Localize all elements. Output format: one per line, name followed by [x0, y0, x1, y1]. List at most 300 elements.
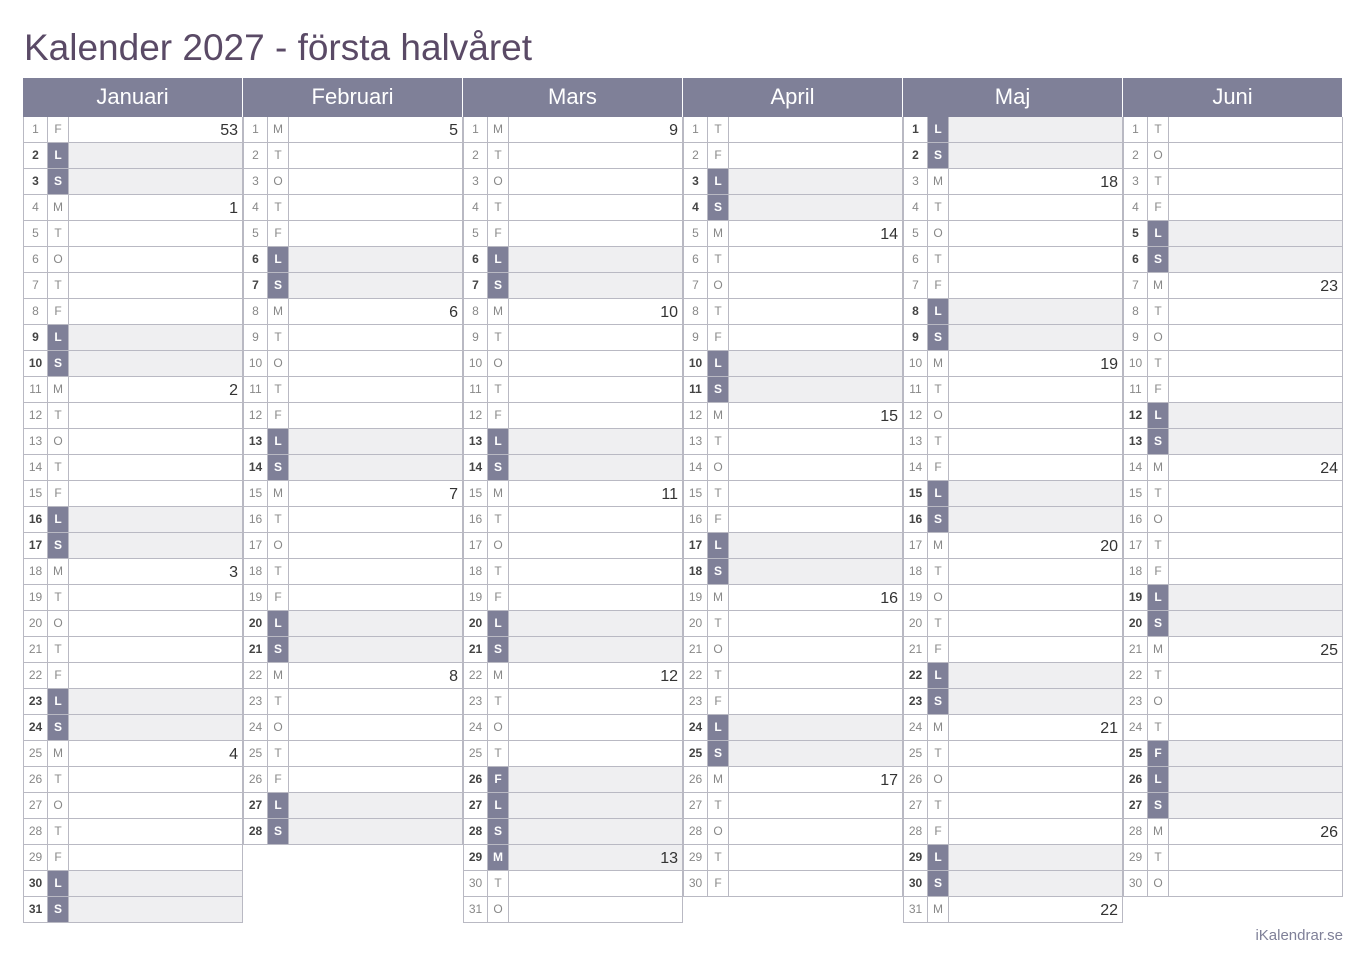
note-cell	[729, 871, 902, 896]
weekday-letter: T	[1148, 481, 1169, 506]
day-number: 17	[24, 533, 48, 558]
note-cell	[289, 819, 462, 844]
weekday-letter: O	[1148, 507, 1169, 532]
note-cell	[69, 221, 242, 246]
day-row	[243, 689, 463, 715]
day-number: 14	[244, 455, 268, 480]
weekday-letter: S	[1148, 793, 1169, 818]
weekday-letter: M	[488, 845, 509, 870]
day-number: 30	[24, 871, 48, 896]
weekday-letter: L	[1148, 403, 1169, 428]
day-number: 8	[24, 299, 48, 324]
note-cell	[289, 715, 462, 740]
day-row	[1123, 429, 1343, 455]
weekday-letter: S	[268, 273, 289, 298]
page-title: Kalender 2027 - första halvåret	[24, 27, 533, 68]
weekday-letter: T	[708, 117, 729, 142]
day-number: 28	[464, 819, 488, 844]
day-row	[903, 845, 1123, 871]
weekday-letter: S	[48, 169, 69, 194]
note-cell	[949, 455, 1122, 480]
weekday-letter: T	[48, 455, 69, 480]
day-number: 9	[244, 325, 268, 350]
note-cell	[949, 429, 1122, 454]
weekday-letter: L	[48, 143, 69, 168]
calendar-grid	[23, 78, 1343, 923]
note-cell	[949, 741, 1122, 766]
weekday-letter: M	[488, 481, 509, 506]
day-row	[903, 897, 1123, 923]
day-number: 15	[24, 481, 48, 506]
day-row	[23, 455, 243, 481]
day-number: 13	[464, 429, 488, 454]
note-cell	[69, 195, 242, 220]
weekday-letter: M	[1148, 819, 1169, 844]
day-row	[1123, 325, 1343, 351]
day-row	[903, 195, 1123, 221]
day-number: 31	[904, 897, 928, 922]
weekday-letter: L	[1148, 221, 1169, 246]
day-number: 2	[904, 143, 928, 168]
note-cell	[289, 143, 462, 168]
weekday-letter: T	[48, 767, 69, 792]
weekday-letter: L	[48, 325, 69, 350]
weekday-letter: T	[488, 195, 509, 220]
weekday-letter: F	[48, 117, 69, 142]
day-number: 17	[1124, 533, 1148, 558]
day-number: 27	[244, 793, 268, 818]
day-row	[903, 221, 1123, 247]
weekday-letter: F	[1148, 195, 1169, 220]
day-number: 4	[464, 195, 488, 220]
note-cell	[289, 767, 462, 792]
day-row	[903, 793, 1123, 819]
weekday-letter: M	[708, 403, 729, 428]
day-number: 26	[24, 767, 48, 792]
note-cell	[1169, 507, 1342, 532]
weekday-letter: S	[48, 351, 69, 376]
day-row	[903, 143, 1123, 169]
weekday-letter: T	[928, 611, 949, 636]
day-row	[903, 689, 1123, 715]
day-number: 30	[904, 871, 928, 896]
note-cell	[509, 195, 682, 220]
note-cell	[949, 637, 1122, 662]
day-row	[463, 611, 683, 637]
note-cell	[1169, 247, 1342, 272]
day-row	[23, 559, 243, 585]
note-cell	[289, 403, 462, 428]
day-number: 31	[24, 897, 48, 922]
weekday-letter: T	[48, 819, 69, 844]
weekday-letter: S	[1148, 429, 1169, 454]
day-row	[903, 507, 1123, 533]
day-row	[23, 403, 243, 429]
note-cell	[1169, 585, 1342, 610]
day-number: 1	[684, 117, 708, 142]
day-number: 8	[904, 299, 928, 324]
day-row	[683, 273, 903, 299]
weekday-letter: T	[268, 689, 289, 714]
day-row	[23, 663, 243, 689]
day-number: 8	[684, 299, 708, 324]
weekday-letter: O	[928, 221, 949, 246]
weekday-letter: S	[708, 377, 729, 402]
note-cell	[289, 507, 462, 532]
day-number: 21	[904, 637, 928, 662]
day-row	[683, 715, 903, 741]
day-row	[463, 143, 683, 169]
day-row	[23, 221, 243, 247]
note-cell	[69, 585, 242, 610]
note-cell	[949, 299, 1122, 324]
day-row	[903, 299, 1123, 325]
weekday-letter: M	[1148, 637, 1169, 662]
note-cell	[509, 845, 682, 870]
day-row	[23, 611, 243, 637]
day-number: 3	[904, 169, 928, 194]
weekday-letter: T	[268, 143, 289, 168]
note-cell	[949, 273, 1122, 298]
note-cell	[949, 663, 1122, 688]
day-number: 18	[464, 559, 488, 584]
note-cell	[949, 117, 1122, 142]
note-cell	[949, 585, 1122, 610]
note-cell	[949, 351, 1122, 376]
note-cell	[729, 637, 902, 662]
day-number: 10	[24, 351, 48, 376]
note-cell	[509, 793, 682, 818]
day-number: 21	[464, 637, 488, 662]
note-cell	[509, 559, 682, 584]
day-row	[903, 559, 1123, 585]
note-cell	[289, 195, 462, 220]
note-cell	[69, 325, 242, 350]
note-cell	[509, 533, 682, 558]
day-number: 30	[684, 871, 708, 896]
day-number: 25	[1124, 741, 1148, 766]
weekday-letter: T	[1148, 299, 1169, 324]
day-row	[243, 169, 463, 195]
day-number: 29	[464, 845, 488, 870]
day-row	[683, 221, 903, 247]
week-number: 18	[1100, 174, 1118, 191]
note-cell	[949, 533, 1122, 558]
weekday-letter: T	[48, 637, 69, 662]
note-cell	[509, 819, 682, 844]
note-cell	[729, 143, 902, 168]
weekday-letter: F	[488, 403, 509, 428]
day-number: 12	[24, 403, 48, 428]
day-number: 12	[464, 403, 488, 428]
note-cell	[69, 611, 242, 636]
weekday-letter: T	[268, 559, 289, 584]
day-number: 15	[904, 481, 928, 506]
weekday-letter: T	[928, 247, 949, 272]
note-cell	[949, 169, 1122, 194]
note-cell	[729, 351, 902, 376]
day-number: 13	[904, 429, 928, 454]
note-cell	[289, 689, 462, 714]
note-cell	[69, 819, 242, 844]
day-row	[23, 533, 243, 559]
note-cell	[289, 533, 462, 558]
note-cell	[729, 689, 902, 714]
day-number: 14	[904, 455, 928, 480]
day-row	[243, 117, 463, 143]
weekday-letter: T	[268, 741, 289, 766]
day-number: 27	[464, 793, 488, 818]
weekday-letter: T	[488, 143, 509, 168]
note-cell	[509, 403, 682, 428]
weekday-letter: L	[708, 533, 729, 558]
week-number: 53	[220, 122, 238, 139]
day-row	[1123, 767, 1343, 793]
day-row	[903, 325, 1123, 351]
note-cell	[729, 455, 902, 480]
note-cell	[69, 143, 242, 168]
day-number: 26	[1124, 767, 1148, 792]
day-number: 22	[464, 663, 488, 688]
day-number: 7	[244, 273, 268, 298]
day-number: 29	[904, 845, 928, 870]
note-cell	[1169, 169, 1342, 194]
note-cell	[949, 689, 1122, 714]
note-cell	[1169, 325, 1342, 350]
day-row	[23, 481, 243, 507]
note-cell	[289, 455, 462, 480]
day-row	[1123, 143, 1343, 169]
day-row	[243, 195, 463, 221]
site-credit[interactable]: iKalendrar.se	[1255, 927, 1343, 944]
weekday-letter: O	[488, 715, 509, 740]
note-cell	[69, 403, 242, 428]
day-row	[683, 455, 903, 481]
note-cell	[949, 195, 1122, 220]
note-cell	[289, 247, 462, 272]
note-cell	[1169, 429, 1342, 454]
day-row	[683, 741, 903, 767]
day-row	[463, 637, 683, 663]
note-cell	[1169, 351, 1342, 376]
day-number: 11	[464, 377, 488, 402]
day-row	[683, 533, 903, 559]
note-cell	[509, 689, 682, 714]
note-cell	[729, 767, 902, 792]
weekday-letter: M	[928, 715, 949, 740]
weekday-letter: O	[488, 169, 509, 194]
weekday-letter: O	[1148, 689, 1169, 714]
day-number: 2	[1124, 143, 1148, 168]
day-number: 9	[684, 325, 708, 350]
day-row	[463, 455, 683, 481]
note-cell	[69, 273, 242, 298]
day-number: 26	[464, 767, 488, 792]
day-number: 6	[244, 247, 268, 272]
day-number: 6	[904, 247, 928, 272]
weekday-letter: T	[268, 195, 289, 220]
weekday-letter: L	[928, 117, 949, 142]
weekday-letter: T	[708, 481, 729, 506]
day-number: 30	[464, 871, 488, 896]
note-cell	[289, 221, 462, 246]
week-number: 10	[660, 304, 678, 321]
weekday-letter: O	[488, 897, 509, 922]
weekday-letter: F	[48, 845, 69, 870]
day-row	[463, 741, 683, 767]
week-number: 7	[449, 486, 458, 503]
weekday-letter: L	[268, 793, 289, 818]
note-cell	[1169, 871, 1342, 896]
day-row	[23, 637, 243, 663]
month-column	[23, 78, 243, 923]
week-number: 26	[1320, 824, 1338, 841]
weekday-letter: T	[708, 247, 729, 272]
weekday-letter: S	[708, 559, 729, 584]
note-cell	[509, 351, 682, 376]
day-number: 12	[684, 403, 708, 428]
note-cell	[1169, 767, 1342, 792]
day-number: 25	[904, 741, 928, 766]
day-row	[243, 533, 463, 559]
day-row	[243, 559, 463, 585]
week-number: 19	[1100, 356, 1118, 373]
week-number: 11	[661, 486, 678, 503]
note-cell	[289, 325, 462, 350]
day-row	[1123, 403, 1343, 429]
day-number: 19	[1124, 585, 1148, 610]
note-cell	[1169, 611, 1342, 636]
note-cell	[949, 871, 1122, 896]
day-row	[243, 403, 463, 429]
week-number: 8	[449, 668, 458, 685]
day-row	[903, 533, 1123, 559]
day-number: 14	[1124, 455, 1148, 480]
day-row	[23, 689, 243, 715]
weekday-letter: M	[488, 117, 509, 142]
note-cell	[69, 767, 242, 792]
day-number: 1	[244, 117, 268, 142]
day-number: 24	[904, 715, 928, 740]
day-row	[243, 741, 463, 767]
day-number: 3	[24, 169, 48, 194]
day-number: 7	[904, 273, 928, 298]
day-row	[683, 871, 903, 897]
weekday-letter: T	[708, 429, 729, 454]
weekday-letter: S	[48, 533, 69, 558]
note-cell	[69, 897, 242, 922]
note-cell	[949, 819, 1122, 844]
day-number: 31	[464, 897, 488, 922]
month-header: Februari	[243, 78, 463, 117]
weekday-letter: T	[1148, 169, 1169, 194]
week-number: 4	[229, 746, 238, 763]
day-row	[463, 481, 683, 507]
note-cell	[949, 377, 1122, 402]
day-number: 14	[684, 455, 708, 480]
week-number: 22	[1100, 902, 1118, 919]
day-number: 21	[244, 637, 268, 662]
weekday-letter: F	[488, 585, 509, 610]
note-cell	[69, 533, 242, 558]
note-cell	[729, 429, 902, 454]
day-row	[243, 273, 463, 299]
day-number: 10	[684, 351, 708, 376]
day-number: 23	[684, 689, 708, 714]
day-number: 23	[904, 689, 928, 714]
day-row	[23, 507, 243, 533]
day-row	[1123, 247, 1343, 273]
day-number: 17	[684, 533, 708, 558]
day-row	[903, 377, 1123, 403]
weekday-letter: F	[928, 273, 949, 298]
weekday-letter: L	[928, 481, 949, 506]
note-cell	[509, 221, 682, 246]
day-number: 21	[24, 637, 48, 662]
weekday-letter: M	[268, 663, 289, 688]
weekday-letter: M	[928, 169, 949, 194]
day-number: 17	[464, 533, 488, 558]
weekday-letter: T	[48, 221, 69, 246]
month-column	[903, 78, 1123, 923]
note-cell	[729, 793, 902, 818]
weekday-letter: L	[48, 507, 69, 532]
note-cell	[1169, 195, 1342, 220]
weekday-letter: F	[708, 143, 729, 168]
day-number: 14	[464, 455, 488, 480]
weekday-letter: M	[48, 741, 69, 766]
day-row	[243, 247, 463, 273]
weekday-letter: L	[488, 793, 509, 818]
day-number: 22	[1124, 663, 1148, 688]
weekday-letter: T	[488, 377, 509, 402]
weekday-letter: T	[488, 325, 509, 350]
day-number: 12	[904, 403, 928, 428]
note-cell	[289, 741, 462, 766]
weekday-letter: T	[928, 793, 949, 818]
note-cell	[69, 663, 242, 688]
day-number: 19	[904, 585, 928, 610]
day-row	[23, 767, 243, 793]
day-row	[463, 247, 683, 273]
weekday-letter: F	[708, 871, 729, 896]
month-header: Maj	[903, 78, 1123, 117]
note-cell	[729, 169, 902, 194]
note-cell	[1169, 819, 1342, 844]
day-row	[1123, 611, 1343, 637]
weekday-letter: S	[488, 819, 509, 844]
day-number: 3	[1124, 169, 1148, 194]
weekday-letter: O	[928, 585, 949, 610]
day-number: 7	[24, 273, 48, 298]
day-number: 25	[24, 741, 48, 766]
day-number: 29	[1124, 845, 1148, 870]
day-row	[683, 247, 903, 273]
weekday-letter: T	[928, 741, 949, 766]
weekday-letter: M	[1148, 455, 1169, 480]
day-row	[1123, 871, 1343, 897]
weekday-letter: T	[1148, 845, 1169, 870]
day-number: 28	[1124, 819, 1148, 844]
weekday-letter: M	[48, 377, 69, 402]
weekday-letter: F	[268, 403, 289, 428]
note-cell	[69, 429, 242, 454]
weekday-letter: L	[268, 429, 289, 454]
day-number: 24	[24, 715, 48, 740]
day-row	[1123, 715, 1343, 741]
weekday-letter: F	[928, 637, 949, 662]
day-number: 23	[464, 689, 488, 714]
